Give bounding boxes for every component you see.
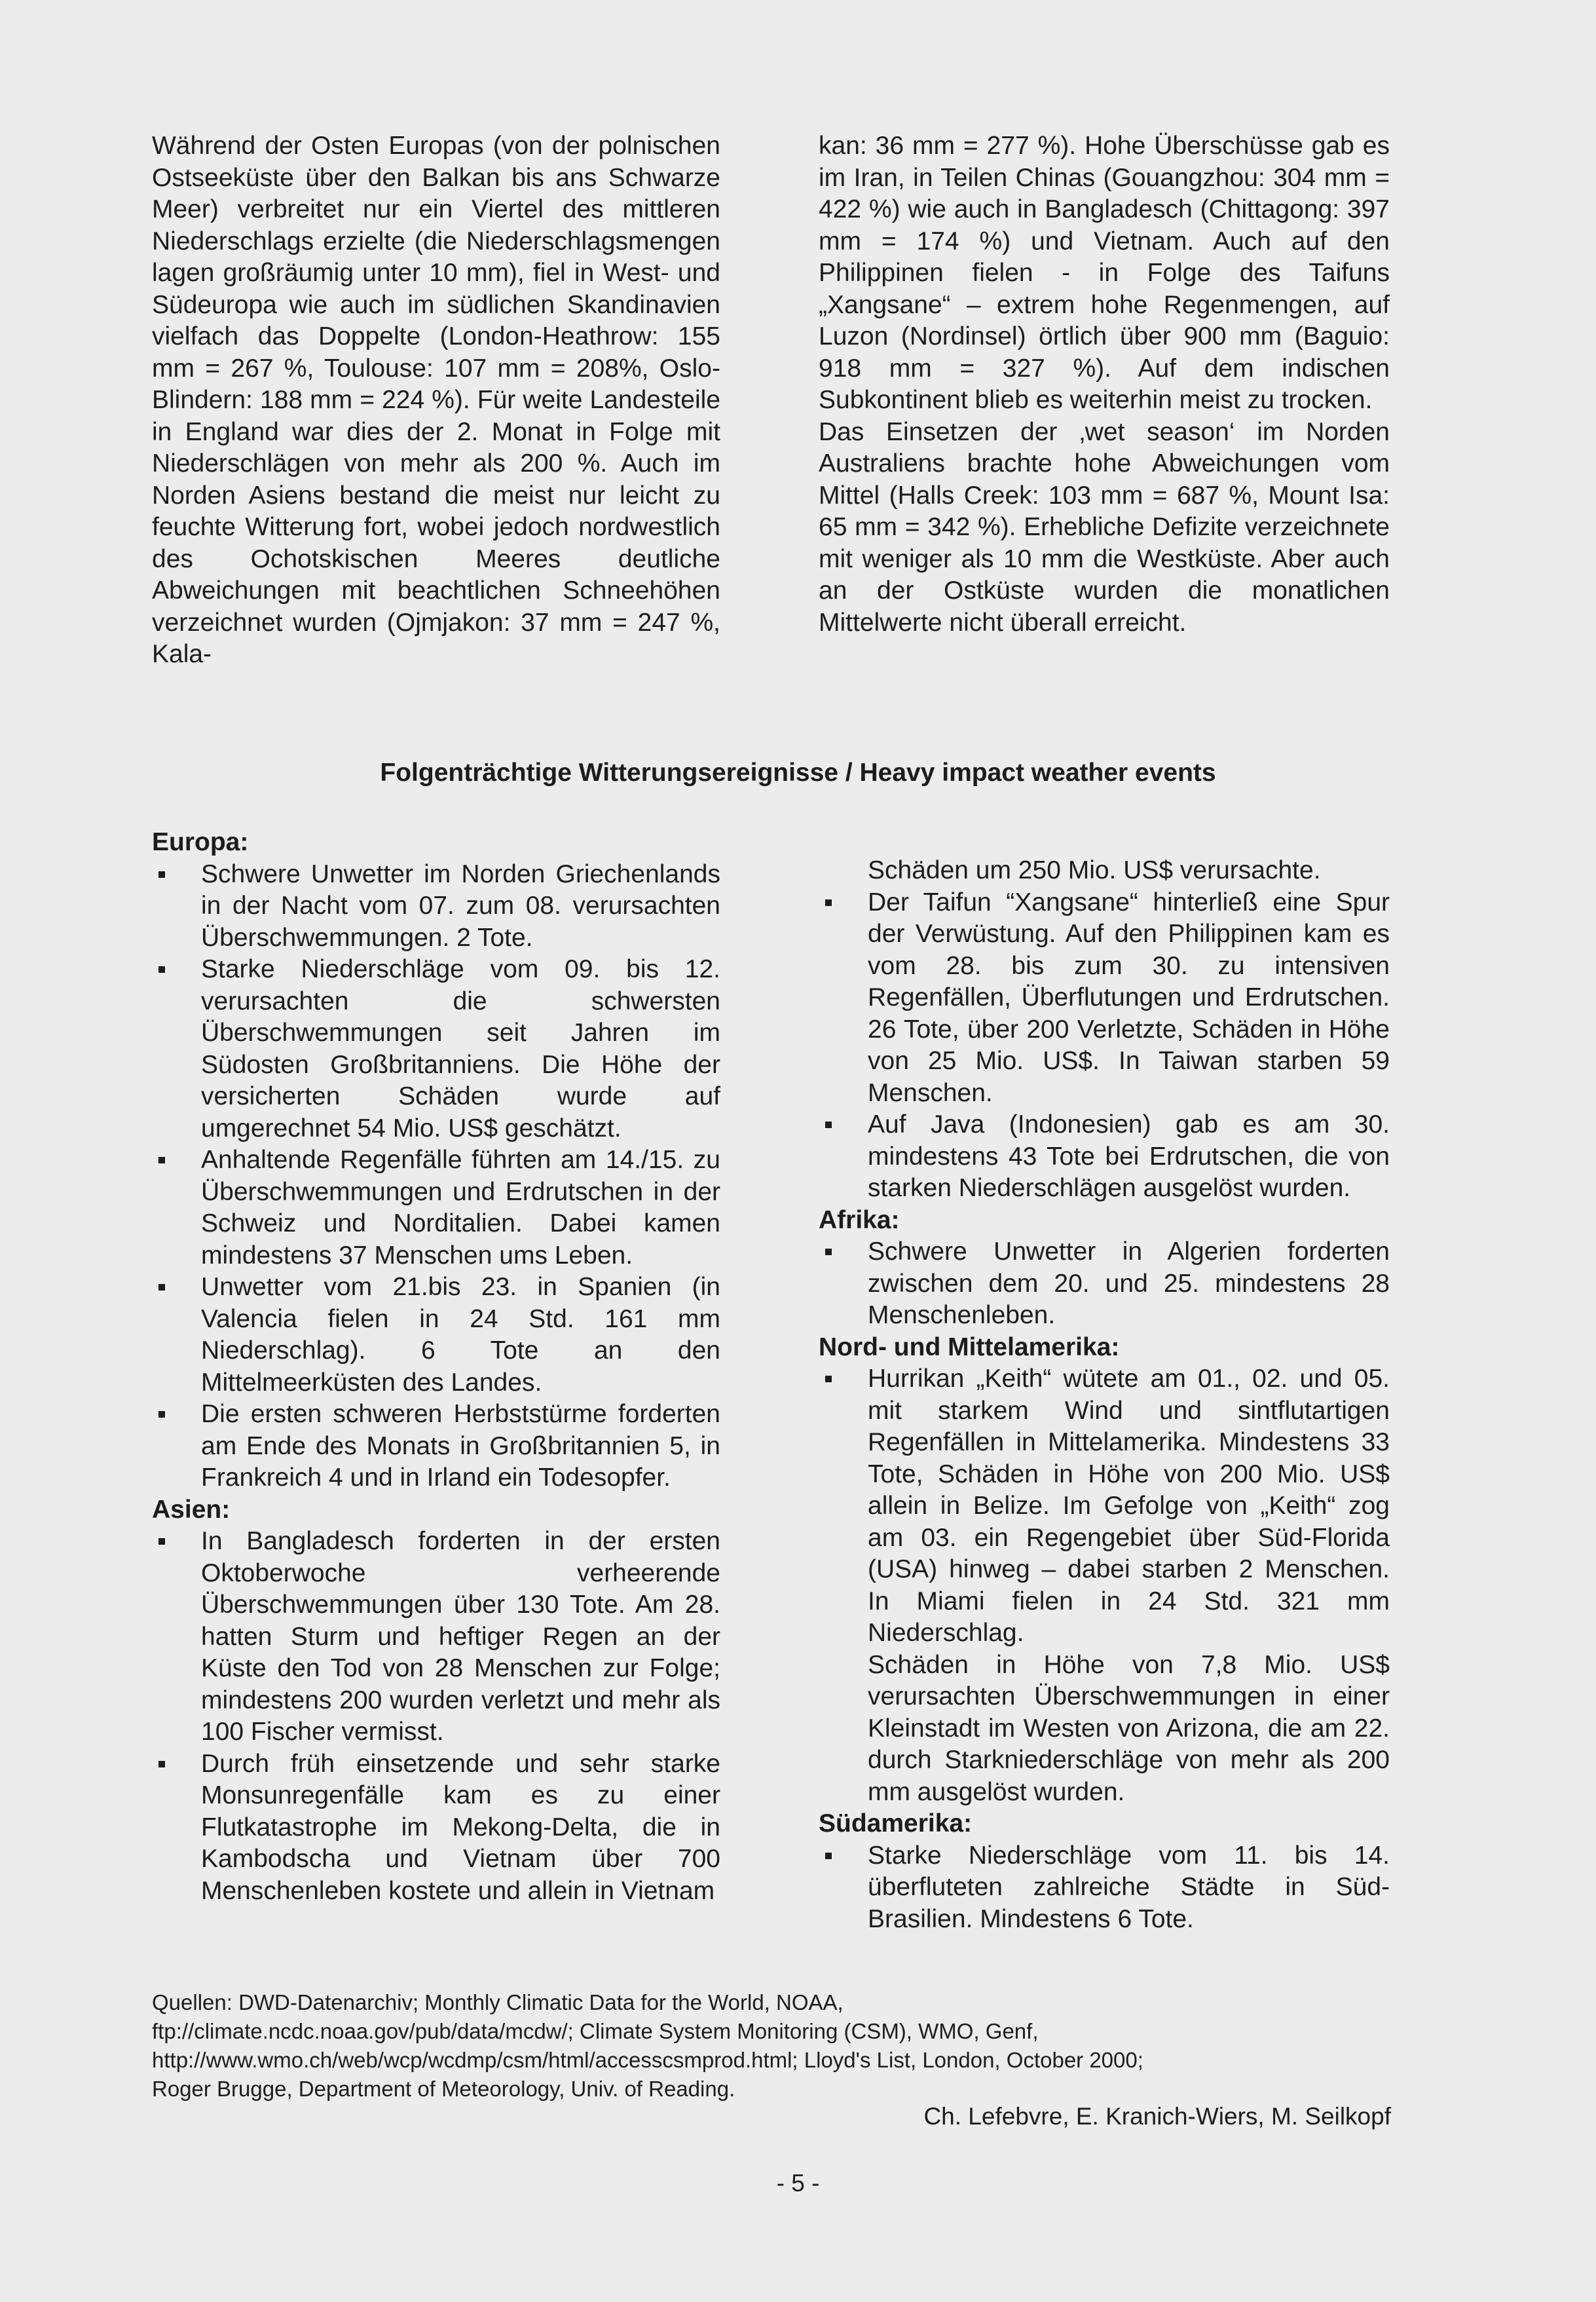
event-text: Starke Niederschläge vom 09. bis 12. verursachten die schwersten Überschwemmungen seit Jahren im Südosten Großbritanniens. Die Höhe der versicherten Schäden wurde auf umgerechnet 54 Mio. US$ geschätzt. <box>201 955 720 1142</box>
list-item <box>819 1109 1390 1205</box>
bullet-icon <box>158 1157 165 1163</box>
bullet-icon <box>825 1249 832 1255</box>
list-item <box>152 1272 720 1399</box>
namerica-event-list <box>819 1363 1390 1650</box>
region-title-europe: Europa: <box>152 828 249 856</box>
region-title-africa: Afrika: <box>819 1205 900 1234</box>
sources-block <box>152 1988 1396 2104</box>
list-item <box>819 1363 1390 1650</box>
bullet-icon <box>825 899 832 906</box>
event-text: Der Taifun “Xangsane“ hinterließ eine Spur der Verwüstung. Auf den Philippinen kam es vom 28. bis zum 30. zu intensiven Regenfällen, Überflutungen und Erdrutschen. 26 Tote, über 200 Verletzte, Schäden in Höhe von 25 Mio. US$. In Taiwan starben 59 Menschen. <box>868 888 1390 1107</box>
event-text: Durch früh einsetzende und sehr starke Monsunregenfälle kam es zu einer Flutkatastrophe im Mekong-Delta, die in Kambodscha und Vietnam über 700 Menschenleben kostete und allein in Vietnam <box>201 1749 720 1905</box>
bullet-icon <box>825 1122 832 1128</box>
region-title-north-central-america: Nord- und Mittelamerika: <box>819 1332 1120 1361</box>
bullet-icon <box>158 1761 165 1767</box>
africa-event-list <box>819 1236 1390 1332</box>
event-text: In Bangladesch forderten in der ersten Oktoberwoche verheerende Überschwemmungen über 130 Tote. Am 28. hatten Sturm und heftiger Regen an der Küste den Tod von 28 Menschen zur Folge; mindestens 200 wurden verletzt und mehr als 100 Fischer vermisst. <box>201 1527 720 1746</box>
region-title-south-america: Südamerika: <box>819 1809 973 1838</box>
region-title-asia: Asien: <box>152 1495 231 1524</box>
bullet-icon <box>158 1411 165 1418</box>
list-item <box>152 1399 720 1494</box>
sources-line: Roger Brugge, Department of Meteorology, Univ. of Reading. <box>152 2077 735 2101</box>
namerica-extra-text: Schäden in Höhe von 7,8 Mio. US$ verursachten Überschwemmungen in einer Kleinstadt im Westen von Arizona, die am 22. durch Starkniederschläge von mehr als 200 mm ausgelöst wurden. <box>868 1650 1390 1806</box>
intro-paragraph-right-1: kan: 36 mm = 277 %). Hohe Überschüsse gab es im Iran, in Teilen Chinas (Gouangzhou: 304 mm = 422 %) wie auch in Bangladesch (Chittagong: 397 mm = 174 %) und Vietnam. Auch auf den Philippinen fielen - in Folge des Taifuns „Xangsane“ – extrem hohe Regenmengen, auf Luzon (Nordinsel) örtlich über 900 mm (Baguio: 918 mm = 327 %). Auf dem indischen Subkontinent blieb es weiterhin meist zu trocken. <box>819 132 1390 414</box>
intro-paragraph-right-2: Das Einsetzen der ‚wet season‘ im Norden Australiens brachte hohe Abweichungen vom Mittel (Halls Creek: 103 mm = 687 %, Mount Isa: 65 mm = 342 %). Erhebliche Defizite verzeichnete mit weniger als 10 mm die Westküste. Aber auch an der Ostküste wurden die monatlichen Mittelwerte nicht überall erreicht. <box>819 417 1390 637</box>
event-text: Anhaltende Regenfälle führten am 14./15. zu Überschwemmungen und Erdrutschen in der Schweiz und Norditalien. Dabei kamen mindestens 37 Menschen ums Leben. <box>201 1146 720 1270</box>
page-number: - 5 - <box>776 2170 820 2197</box>
sources-line: Quellen: DWD-Datenarchiv; Monthly Climatic Data for the World, NOAA, <box>152 1990 844 2014</box>
event-text: Auf Java (Indonesien) gab es am 30. mindestens 43 Tote bei Erdrutschen, die von starken Niederschlägen ausgelöst wurden. <box>868 1110 1390 1202</box>
bullet-icon <box>158 966 165 973</box>
europe-event-list <box>152 859 720 1494</box>
event-text: Schwere Unwetter im Norden Griechenlands in der Nacht vom 07. zum 08. verursachten Überschwemmungen. 2 Tote. <box>201 859 720 952</box>
list-item <box>819 1840 1390 1936</box>
bullet-icon <box>158 1538 165 1545</box>
list-item <box>819 1236 1390 1332</box>
events-left-column <box>152 827 720 1907</box>
sources-line: ftp://climate.ncdc.noaa.gov/pub/data/mcdw/; Climate System Monitoring (CSM), WMO, Genf, <box>152 2019 1039 2043</box>
event-text: Starke Niederschläge vom 11. bis 14. überfluteten zahlreiche Städte in Süd-Brasilien. Mindestens 6 Tote. <box>868 1841 1390 1933</box>
event-text: Schwere Unwetter in Algerien forderten zwischen dem 20. und 25. mindestens 28 Menschenleben. <box>868 1237 1390 1329</box>
event-text: Hurrikan „Keith“ wütete am 01., 02. und 05. mit starkem Wind und sintflutartigen Regenfällen in Mittelamerika. Mindestens 33 Tote, Schäden in Höhe von 200 Mio. US$ allein in Belize. Im Gefolge von „Keith“ zog am 03. ein Regengebiet über Süd-Florida (USA) hinweg – dabei starben 2 Menschen. In Miami fielen in 24 Std. 321 mm Niederschlag. <box>868 1365 1390 1647</box>
samerica-event-list <box>819 1840 1390 1936</box>
events-right-column <box>819 855 1390 1935</box>
bullet-icon <box>158 871 165 878</box>
asia-continuation-text: Schäden um 250 Mio. US$ verursachte. <box>868 856 1321 884</box>
intro-right-column <box>819 130 1390 639</box>
bullet-icon <box>825 1853 832 1859</box>
intro-left-column <box>152 130 720 671</box>
sources-line: http://www.wmo.ch/web/wcp/wcdmp/csm/html/accesscsmprod.html; Lloyd's List, London, October 2000; <box>152 2048 1143 2072</box>
bullet-icon <box>825 1376 832 1382</box>
list-item <box>152 1526 720 1748</box>
asia-event-list <box>152 1526 720 1907</box>
event-text: Die ersten schweren Herbststürme forderten am Ende des Monats in Großbritannien 5, in Frankreich 4 und in Irland ein Todesopfer. <box>201 1400 720 1492</box>
list-item <box>819 887 1390 1110</box>
event-text: Unwetter vom 21.bis 23. in Spanien (in Valencia fielen in 24 Std. 161 mm Niederschlag). 6 Tote an den Mittelmeerküsten des Landes. <box>201 1273 720 1397</box>
authors: Ch. Lefebvre, E. Kranich-Wiers, M. Seilkopf <box>923 2103 1391 2130</box>
list-item <box>152 859 720 954</box>
asia-event-list-continued <box>819 887 1390 1205</box>
list-item <box>152 1748 720 1908</box>
list-item <box>152 954 720 1144</box>
bullet-icon <box>158 1284 165 1291</box>
section-heading: Folgenträchtige Witterungsereignisse / Heavy impact weather events <box>380 759 1216 787</box>
intro-paragraph-left: Während der Osten Europas (von der polnischen Ostseeküste über den Balkan bis ans Schwarze Meer) verbreitet nur ein Viertel des mittleren Niederschlags erzielte (die Niederschlagsmengen lagen großräumig unter 10 mm), fiel in West- und Südeuropa wie auch im südlichen Skandinavien vielfach das Doppelte (London-Heathrow: 155 mm = 267 %, Toulouse: 107 mm = 208%, Oslo-Blindern: 188 mm = 224 %). Für weite Landesteile in England war dies der 2. Monat in Folge mit Niederschlägen von mehr als 200 %. Auch im Norden Asiens bestand die meist nur leicht zu feuchte Witterung fort, wobei jedoch nordwestlich des Ochotskischen Meeres deutliche Abweichungen mit beachtlichen Schneehöhen verzeichnet wurden (Ojmjakon: 37 mm = 247 %, Kala- <box>152 132 720 668</box>
list-item <box>152 1144 720 1272</box>
